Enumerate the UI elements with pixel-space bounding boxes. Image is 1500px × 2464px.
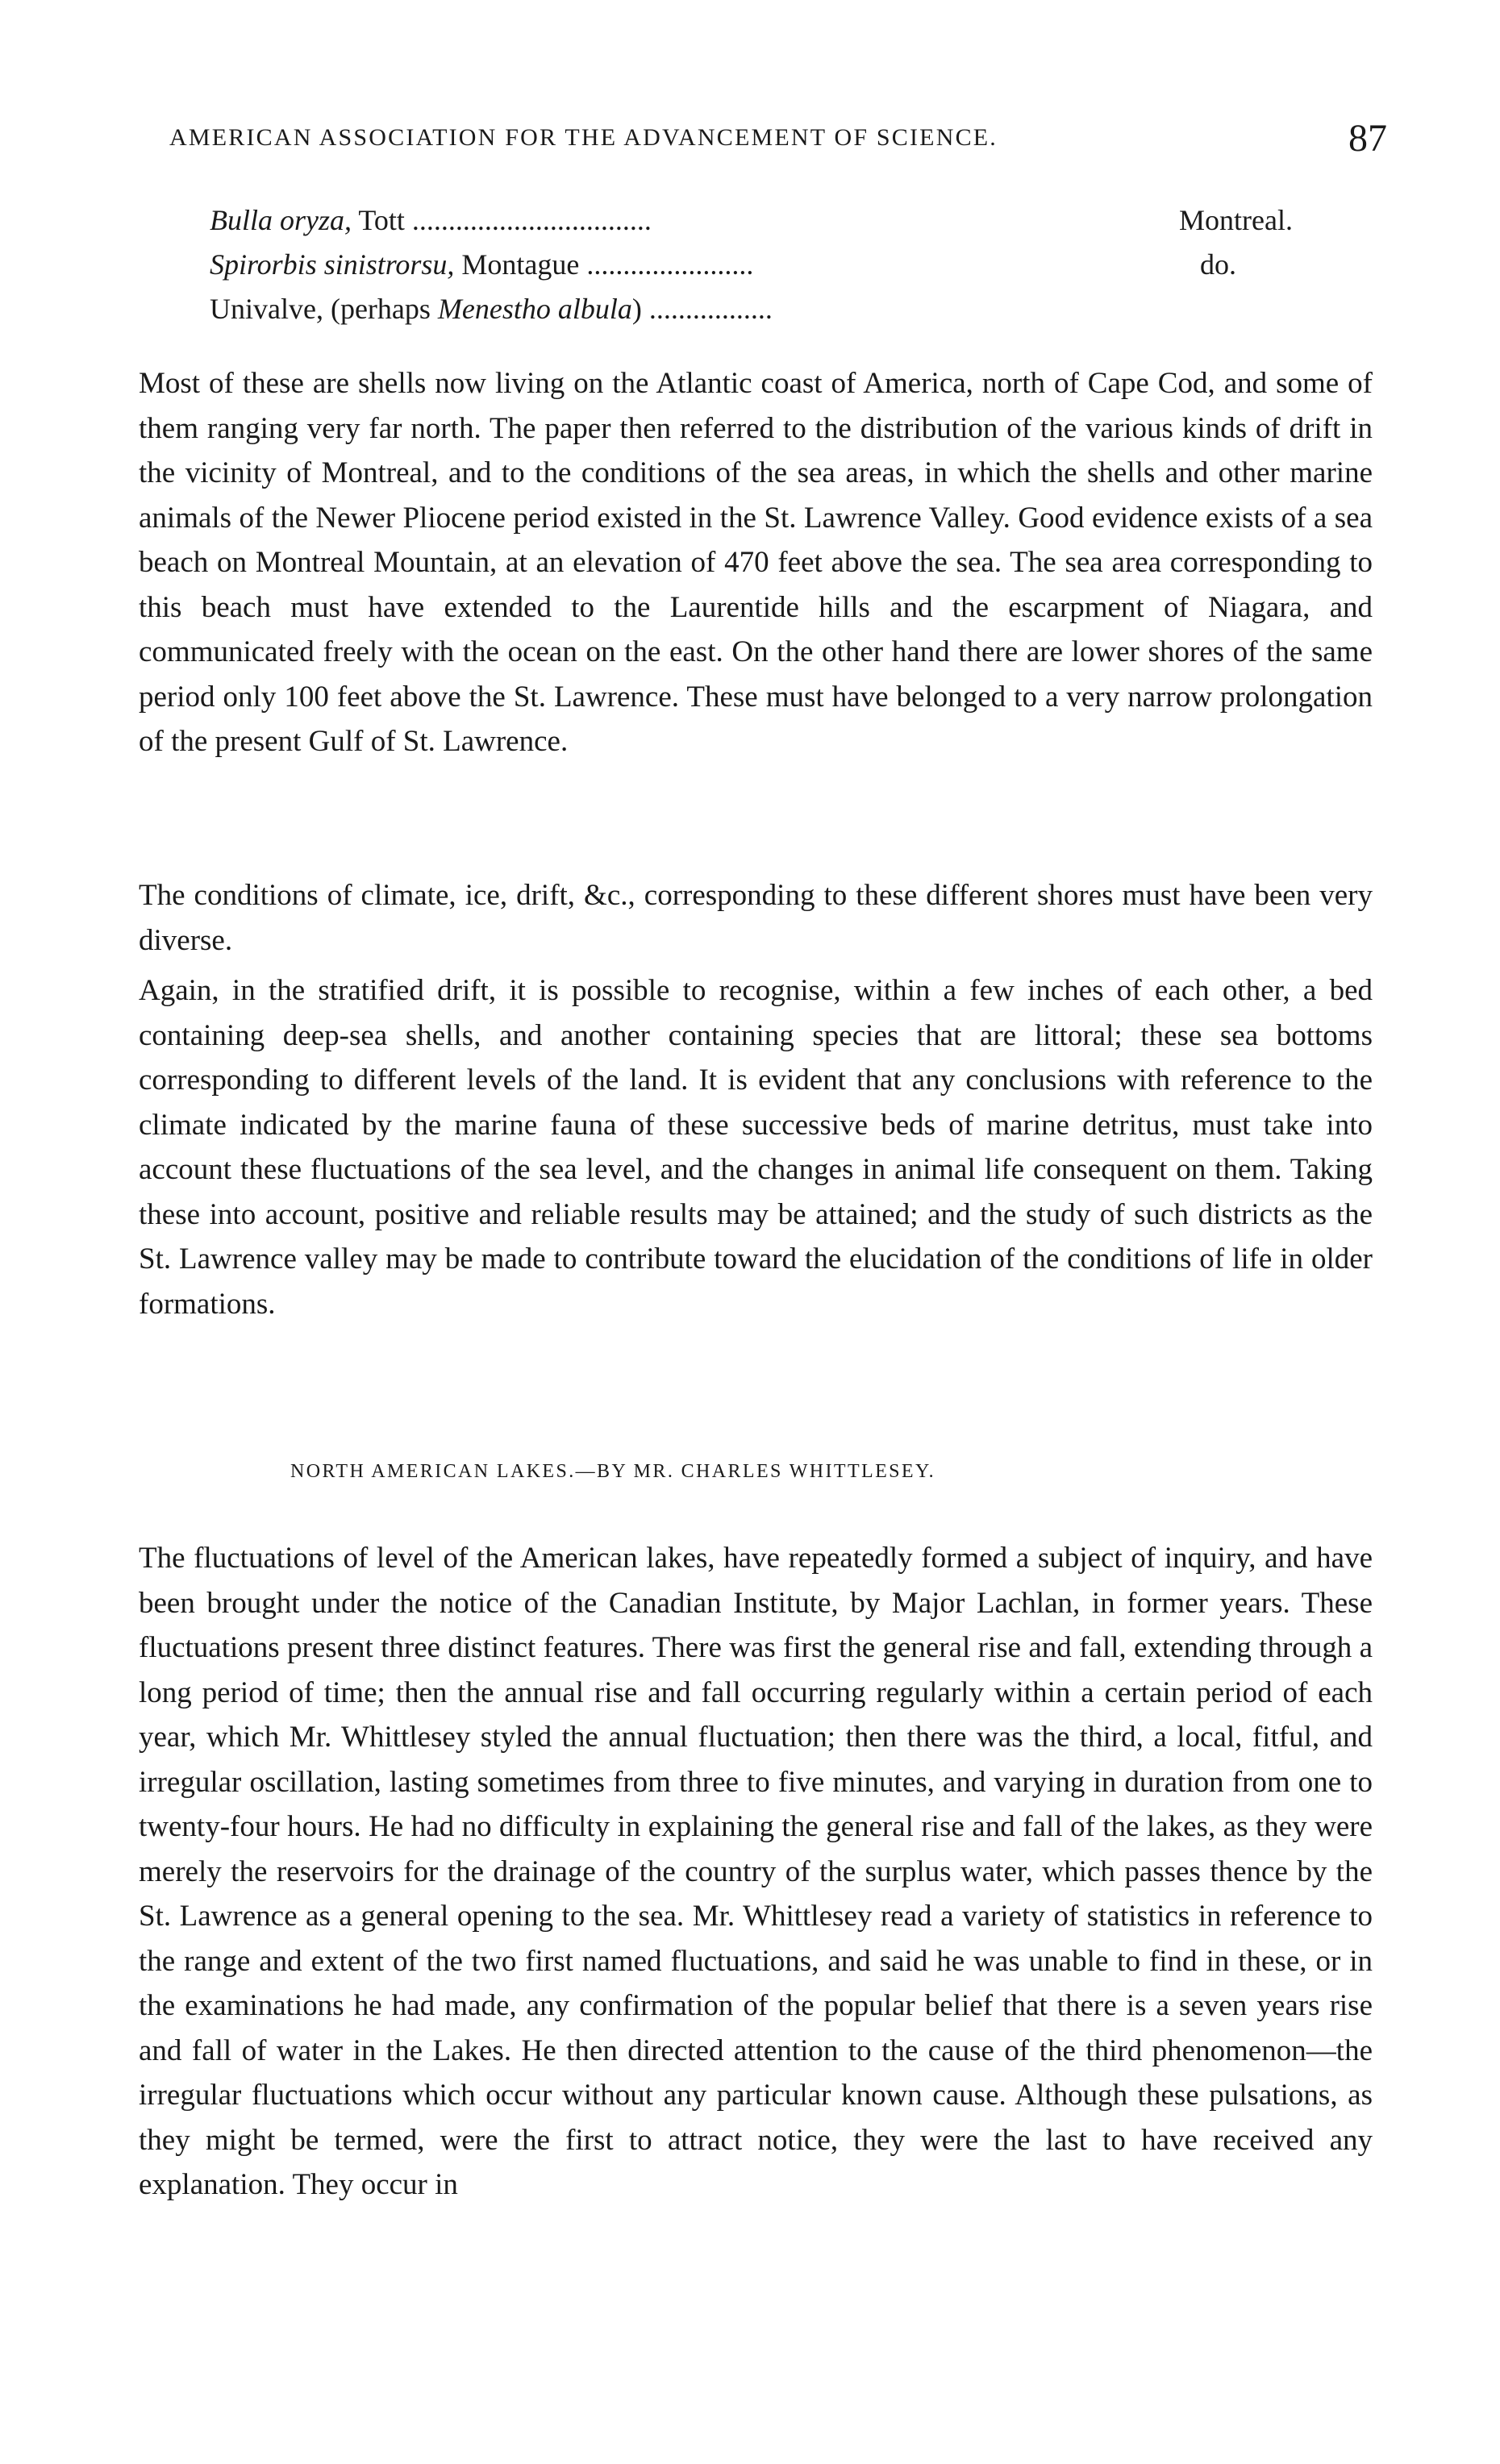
- page-number: 87: [1348, 117, 1387, 160]
- species-name-italic: Spirorbis sinistrorsu,: [210, 248, 455, 281]
- leader-dots: .......................: [579, 248, 754, 281]
- species-name-italic: Bulla oryza,: [210, 204, 352, 236]
- species-list: [210, 198, 1306, 331]
- section-heading: NORTH AMERICAN LAKES.—BY MR. CHARLES WHITTLESEY.: [290, 1461, 936, 1482]
- paragraph-text: Most of these are shells now living on the Atlantic coast of America, north of Cape Cod, and some of them ranging very far north. The paper then referred to the distribution of the various kinds of drift in the vicinity of Montreal, and to the conditions of the sea areas, in which the shells and other marine animals of the Newer Pliocene period existed in the St. Lawrence Valley. Good evidence exists of a sea beach on Montreal Mountain, at an elevation of 470 feet above the sea. The sea area corresponding to this beach must have extended to the Laurentide hills and the escarpment of Niagara, and communicated freely with the ocean on the east. On the other hand there are lower shores of the same period only 100 feet above the St. Lawrence. These must have belonged to a very narrow prolongation of the present Gulf of St. Lawrence.: [139, 367, 1373, 758]
- species-suffix: ): [631, 293, 642, 325]
- species-row: [210, 287, 1306, 331]
- species-name-italic: Menestho albula: [437, 293, 632, 325]
- running-title: AMERICAN ASSOCIATION FOR THE ADVANCEMENT OF SCIENCE.: [169, 124, 998, 151]
- species-name: [210, 243, 753, 287]
- paragraph-text: Again, in the stratified drift, it is possible to recognise, within a few inches of each other, a bed containing deep-sea shells, and another containing species that are littoral; these sea bottoms corresponding to different levels of the land. It is evident that any conclusions with reference to the climate indicated by the marine fauna of these successive beds of marine detritus, must take into account these fluctuations of the sea level, and the changes in animal life consequent on them. Taking these into account, positive and reliable results may be attained; and the study of such districts as the St. Lawrence valley may be made to contribute toward the elucidation of the conditions of life in older formations.: [139, 974, 1373, 1321]
- species-author: Montague: [454, 248, 580, 281]
- leader-dots: .................: [641, 293, 773, 325]
- paragraph-shells: [139, 361, 1373, 764]
- species-name: [210, 287, 773, 331]
- species-author: Tott: [352, 204, 405, 236]
- leader-dots: .................................: [404, 204, 652, 236]
- species-location: do.: [1200, 248, 1236, 281]
- species-prefix: Univalve, (perhaps: [210, 293, 438, 325]
- species-row: [210, 198, 1306, 243]
- paragraph-text: The fluctuations of level of the American lakes, have repeatedly formed a subject of inquiry, and have been brought under the notice of the Canadian Institute, by Major Lachlan, in former years. These fluctuations present three distinct features. There was first the general rise and fall, extending through a long period of time; then the annual rise and fall occurring regularly within a certain period of each year, which Mr. Whittlesey styled the annual fluctuation; then there was the third, a local, fitful, and irregular oscillation, lasting sometimes from three to five minutes, and varying in duration from one to twenty-four hours. He had no difficulty in explaining the general rise and fall of the lakes, as they were merely the reservoirs for the drainage of the country of the surplus water, which passes thence by the St. Lawrence as a general opening to the sea. Mr. Whittlesey read a variety of statistics in reference to the range and extent of the two first named fluctuations, and said he was unable to find in these, or in the examinations he had made, any confirmation of the popular belief that there is a seven years rise and fall of water in the Lakes. He then directed attention to the cause of the third phenomenon—the irregular fluctuations which occur without any particular known cause. Although these pulsations, as they might be termed, were the first to attract notice, they were the last to have received any explanation. They occur in: [139, 1542, 1373, 2201]
- species-row: [210, 243, 1306, 287]
- paragraph-conditions: [139, 873, 1373, 963]
- paragraph-text: The conditions of climate, ice, drift, &c., corresponding to these different shores must have been very diverse.: [139, 879, 1373, 957]
- species-location: Montreal.: [1179, 204, 1293, 236]
- paragraph-stratified-drift: [139, 968, 1373, 1326]
- running-head: [129, 117, 1387, 169]
- paragraph-lake-fluctuations: [139, 1536, 1373, 2208]
- species-name: [210, 198, 652, 243]
